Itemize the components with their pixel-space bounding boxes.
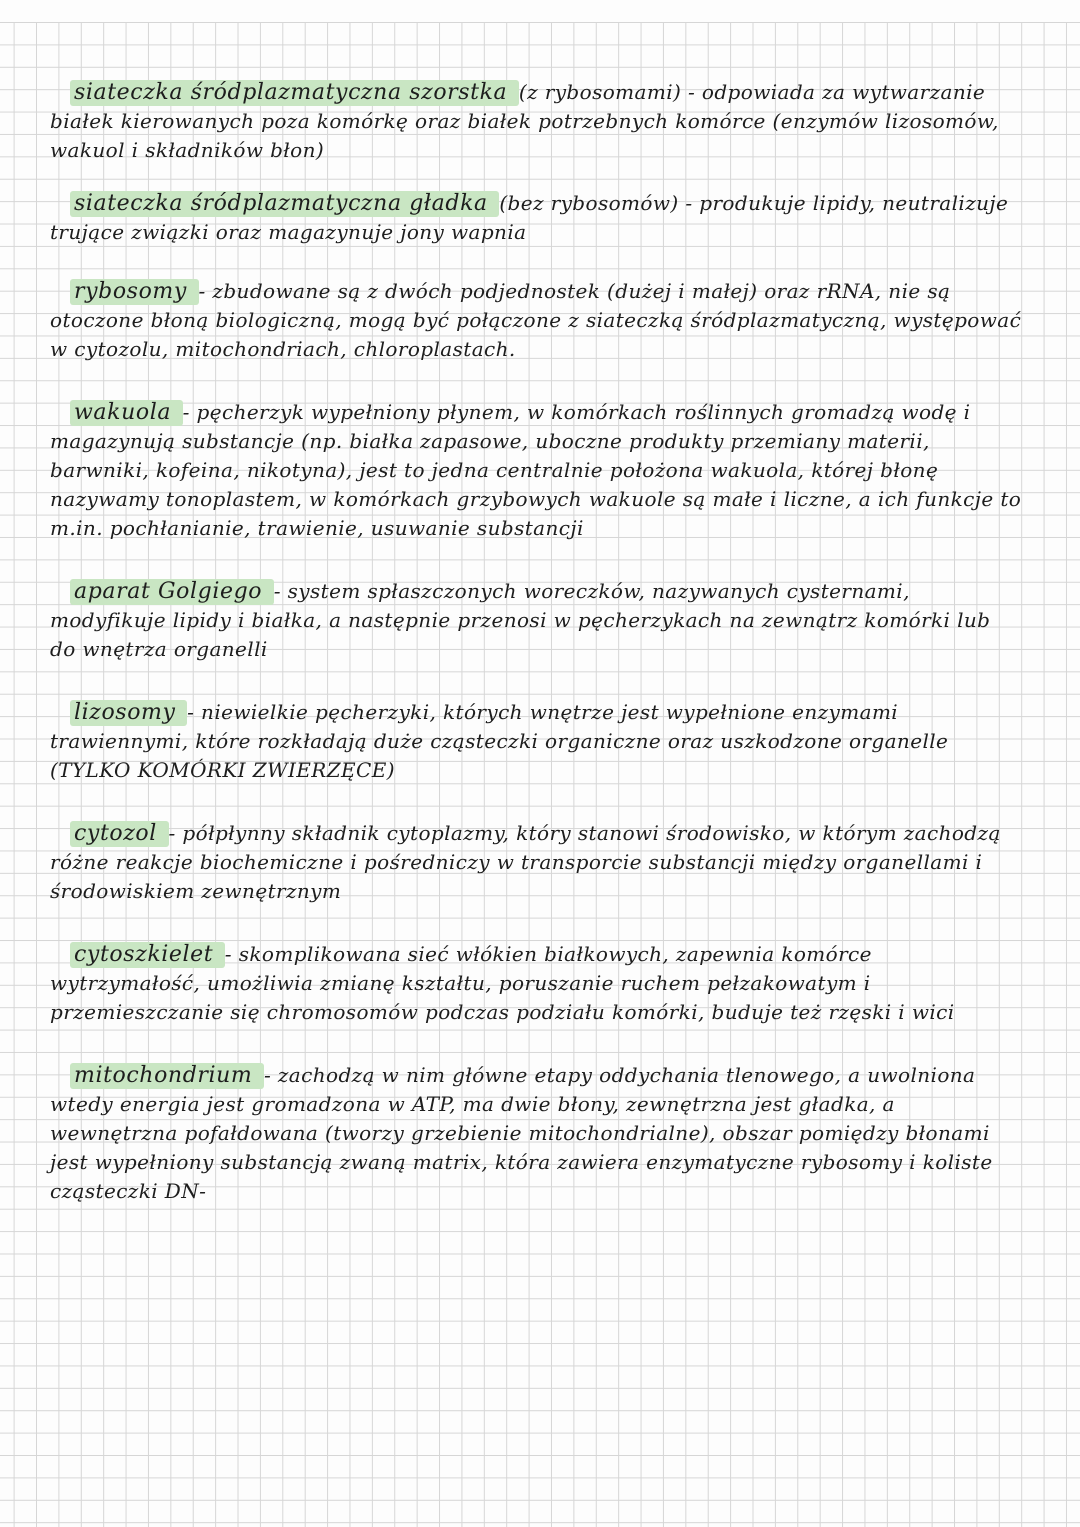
entry-term: mitochondrium [70,1063,264,1089]
entry-term: wakuola [70,400,183,426]
entry-text: - półpłynny składnik cytoplazmy, który stanowi środowisko, w którym zachodzą różne reakcje biochemiczne i pośredniczy w transporcie substancji między organellami i środowiskiem zewnętrznym [50,821,1001,903]
entry-term: siateczka śródplazmatyczna szorstka [70,80,519,106]
note-entry [50,577,1022,664]
entry-text: - zbudowane są z dwóch podjednostek (dużej i małej) oraz rRNA, nie są otoczone błoną biologiczną, mogą być połączone z siateczką śródplazmatyczną, występować w cytozolu, mitochondriach, chloroplastach. [50,279,1022,361]
entry-text: - zachodzą w nim główne etapy oddychania tlenowego, a uwolniona wtedy energia jest gromadzona w ATP, ma dwie błony, zewnętrzna jest gładka, a wewnętrzna pofałdowana (tworzy grzebienie mitochondrialne), obszar pomiędzy błonami jest wypełniony substancją zwaną matrix, która zawiera enzymatyczne rybosomy i koliste cząsteczki DN- [50,1063,993,1203]
note-entry [50,78,1022,165]
entry-term: rybosomy [70,279,199,305]
note-entry [50,819,1022,906]
entry-term: lizosomy [70,700,187,726]
note-entry [50,1061,1022,1206]
entry-term: siateczka śródplazmatyczna gładka [70,191,499,217]
entry-text: (bez rybosomów) - produkuje lipidy, neutralizuje trujące związki oraz magazynuje jony wapnia [50,191,1009,244]
note-entry [50,189,1022,247]
entry-term: cytoszkielet [70,942,225,968]
note-entry [50,698,1022,785]
entry-text: - niewielkie pęcherzyki, których wnętrze jest wypełnione enzymami trawiennymi, które rozkładają duże cząsteczki organiczne oraz uszkodzone organelle (TYLKO KOMÓRKI ZWIERZĘCE) [50,700,949,782]
note-entry [50,940,1022,1027]
entry-text: - pęcherzyk wypełniony płynem, w komórkach roślinnych gromadzą wodę i magazynują substancje (np. białka zapasowe, uboczne produkty przemiany materii, barwniki, kofeina, nikotyna), jest to jedna centralnie położona wakuola, której błonę nazywamy tonoplastem, w komórkach grzybowych wakuole są małe i liczne, a ich funkcje to m.in. pochłanianie, trawienie, usuwanie substancji [50,400,1022,540]
notes-list [50,78,1022,1206]
entry-text: (z rybosomami) - odpowiada za wytwarzanie białek kierowanych poza komórkę oraz białek potrzebnych komórce (enzymów lizosomów, wakuol i składników błon) [50,80,999,162]
entry-term: aparat Golgiego [70,579,274,605]
entry-text: - skomplikowana sieć włókien białkowych, zapewnia komórce wytrzymałość, umożliwia zmianę kształtu, poruszanie ruchem pełzakowatym i przemieszczanie się chromosomów podczas podziału komórki, buduje też rzęski i wici [50,942,955,1024]
note-entry [50,277,1022,364]
entry-term: cytozol [70,821,169,847]
entry-text: - system spłaszczonych woreczków, nazywanych cysternami, modyfikuje lipidy i białka, a następnie przenosi w pęcherzykach na zewnątrz komórki lub do wnętrza organelli [50,579,991,661]
note-entry [50,398,1022,543]
